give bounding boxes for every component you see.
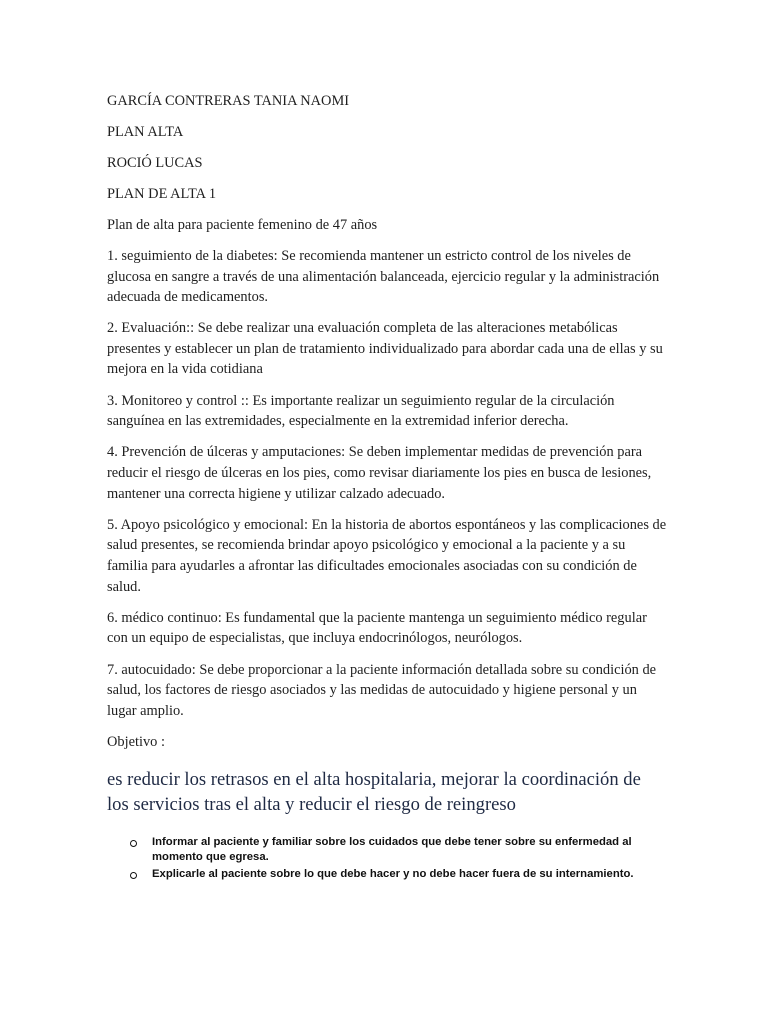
- plan-item-2: 2. Evaluación:: Se debe realizar una evaluación completa de las alteraciones metabólicas presentes y establecer un plan de tratamiento individualizado para abordar cada una de ellas y su mejora en la vida cotidiana: [107, 320, 663, 378]
- plan-item-6: 6. médico continuo: Es fundamental que la paciente mantenga un seguimiento médico regular con un equipo de especialistas, que incluya endocrinólogos, neurólogos.: [107, 609, 647, 647]
- document-body: [107, 91, 667, 884]
- document-title: PLAN DE ALTA 1: [107, 185, 217, 202]
- list-item: [107, 835, 667, 865]
- bullet-text: Explicarle al paciente sobre lo que debe hacer y no debe hacer fuera de su internamiento.: [152, 867, 634, 880]
- plan-item-1: 1. seguimiento de la diabetes: Se recomienda mantener un estricto control de los niveles de glucosa en sangre a través de una alimentación balanceada, ejercicio regular y la administración adecuada de medicamentos.: [107, 247, 660, 306]
- plan-item-3: 3. Monitoreo y control :: Es importante realizar un seguimiento regular de la circulación sanguínea en las extremidades, especialmente en la extremidad inferior derecha.: [107, 392, 615, 430]
- plan-item-7: 7. autocuidado: Se debe proporcionar a la paciente información detallada sobre su condición de salud, los factores de riesgo asociados y las medidas de autocuidado y higiene personal y un lugar amplio.: [107, 661, 657, 719]
- teacher-name: ROCIÓ LUCAS: [107, 154, 203, 171]
- student-name: GARCÍA CONTRERAS TANIA NAOMI: [107, 93, 350, 109]
- intro-line: Plan de alta para paciente femenino de 47 años: [107, 216, 378, 233]
- hollow-circle-bullet-icon: [130, 840, 137, 847]
- plan-item-4: 4. Prevención de úlceras y amputaciones: Se deben implementar medidas de prevención para reducir el riesgo de úlceras en los pies, como revisar diariamente los pies en busca de lesiones, mantener una correcta higiene y utilizar calzado adecuado.: [107, 444, 652, 502]
- objective-label: Objetivo :: [107, 733, 165, 750]
- subject-line: PLAN ALTA: [107, 123, 184, 140]
- objective-bullet-list: [107, 835, 667, 882]
- objective-text: es reducir los retrasos en el alta hospitalaria, mejorar la coordinación de los servicios tras el alta y reducir el riesgo de reingreso: [107, 768, 641, 815]
- hollow-circle-bullet-icon: [130, 872, 137, 879]
- list-item: [107, 867, 667, 882]
- plan-item-5: 5. Apoyo psicológico y emocional: En la historia de abortos espontáneos y las complicaciones de salud presentes, se recomienda brindar apoyo psicológico y emocional a la paciente y a su familia para ayudarles a afrontar las dificultades emocionales asociadas con su condición de salud.: [107, 516, 667, 595]
- bullet-text: Informar al paciente y familiar sobre los cuidados que debe tener sobre su enfermedad al momento que egresa.: [152, 835, 632, 863]
